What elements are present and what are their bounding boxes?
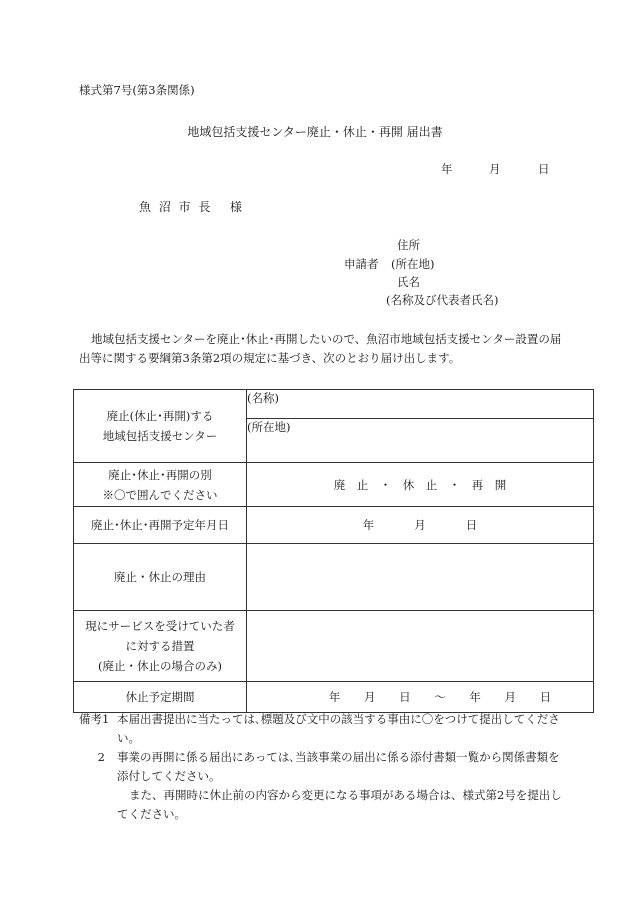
applicant-name-note: (名称及び代表者氏名) bbox=[386, 293, 499, 307]
reason-label: 廃止・休止の理由 bbox=[114, 570, 206, 584]
addressee-honorific: 様 bbox=[230, 200, 243, 214]
type-label-cell bbox=[74, 463, 247, 507]
period-start-day: 日 bbox=[399, 690, 411, 704]
measures-label-cell bbox=[74, 611, 247, 682]
form-table bbox=[73, 389, 594, 713]
facility-label-cell bbox=[74, 390, 247, 463]
document-title: 地域包括支援センター廃止・休止・再開 届出書 bbox=[187, 125, 443, 139]
suspension-period-field[interactable] bbox=[247, 682, 594, 713]
applicant-address-label: 住所 bbox=[397, 238, 420, 252]
note-3-text: また、再開時に休止前の内容から変更になる事項がある場合は、様式第2号を提出してください。 bbox=[117, 788, 562, 821]
facility-name-label: (名称) bbox=[247, 391, 279, 405]
scheduled-date-label-cell bbox=[74, 507, 247, 544]
note-2-text: 事業の再開に係る届出にあっては､当該事業の届出に係る添付書類一覧から関係書類を添付してください。 bbox=[117, 750, 560, 783]
applicant-name-label: 氏名 bbox=[397, 275, 420, 289]
period-separator: ～ bbox=[434, 690, 446, 704]
suspension-period-label: 休止予定期間 bbox=[125, 690, 195, 704]
period-end-year: 年 bbox=[469, 690, 481, 704]
date-day: 日 bbox=[538, 162, 550, 176]
facility-label-line2: 地域包括支援センター bbox=[102, 429, 218, 443]
facility-label-line1: 廃止(休止･再開)する bbox=[106, 409, 214, 423]
scheduled-date-label: 廃止･休止･再開予定年月日 bbox=[91, 518, 229, 532]
notes-section bbox=[79, 710, 569, 824]
date-year: 年 bbox=[441, 162, 453, 176]
facility-location-label: (所在地) bbox=[247, 420, 291, 435]
suspension-period-label-cell bbox=[74, 682, 247, 713]
measures-label-line3: (廃止・休止の場合のみ) bbox=[98, 659, 222, 673]
type-options: 廃 止 ・ 休 止 ・ 再 開 bbox=[333, 477, 507, 492]
reason-field[interactable] bbox=[247, 544, 594, 611]
facility-location-field[interactable] bbox=[247, 419, 594, 463]
scheduled-date-year: 年 bbox=[362, 518, 375, 532]
scheduled-date-day: 日 bbox=[465, 518, 478, 532]
addressee-name: 魚 沼 市 長 bbox=[139, 200, 213, 214]
note-3 bbox=[79, 786, 569, 824]
type-label-line2: ※〇で囲んでください bbox=[102, 487, 218, 502]
period-start-month: 月 bbox=[363, 690, 376, 704]
period-end-day: 日 bbox=[539, 690, 552, 704]
note-1 bbox=[79, 710, 569, 748]
suspension-period-values bbox=[247, 689, 593, 705]
scheduled-date-month: 月 bbox=[414, 518, 426, 532]
facility-name-field[interactable] bbox=[247, 390, 594, 419]
type-label-line1: 廃止･休止･再開の別 bbox=[108, 467, 212, 482]
notes-head: 備考1 bbox=[79, 712, 110, 726]
measures-label-line1: 現にサービスを受けていた者 bbox=[85, 619, 235, 633]
period-end-month: 月 bbox=[504, 690, 517, 704]
note-2-number: 2 bbox=[97, 750, 105, 764]
date-month: 月 bbox=[489, 162, 501, 176]
applicant-label: 申請者 bbox=[344, 257, 379, 271]
measures-label-line2: に対する措置 bbox=[125, 639, 195, 653]
measures-field[interactable] bbox=[247, 611, 594, 682]
body-paragraph: 地域包括支援センターを廃止･休止･再開したいので、魚沼市地域包括支援センター設置の届出等に関する要綱第3条第2項の規定に基づき、次のとおり届け出します。 bbox=[79, 332, 562, 365]
scheduled-date-field[interactable] bbox=[247, 507, 594, 544]
note-2 bbox=[79, 748, 569, 786]
reason-label-cell bbox=[74, 544, 247, 611]
applicant-location-label: (所在地) bbox=[391, 257, 435, 271]
note-1-text: 本届出書提出に当たっては､標題及び文中の該当する事由に〇をつけて提出してください。 bbox=[117, 712, 560, 745]
form-number: 様式第7号(第3条関係) bbox=[79, 83, 195, 97]
period-start-year: 年 bbox=[328, 690, 341, 704]
type-options-field[interactable] bbox=[247, 463, 594, 507]
